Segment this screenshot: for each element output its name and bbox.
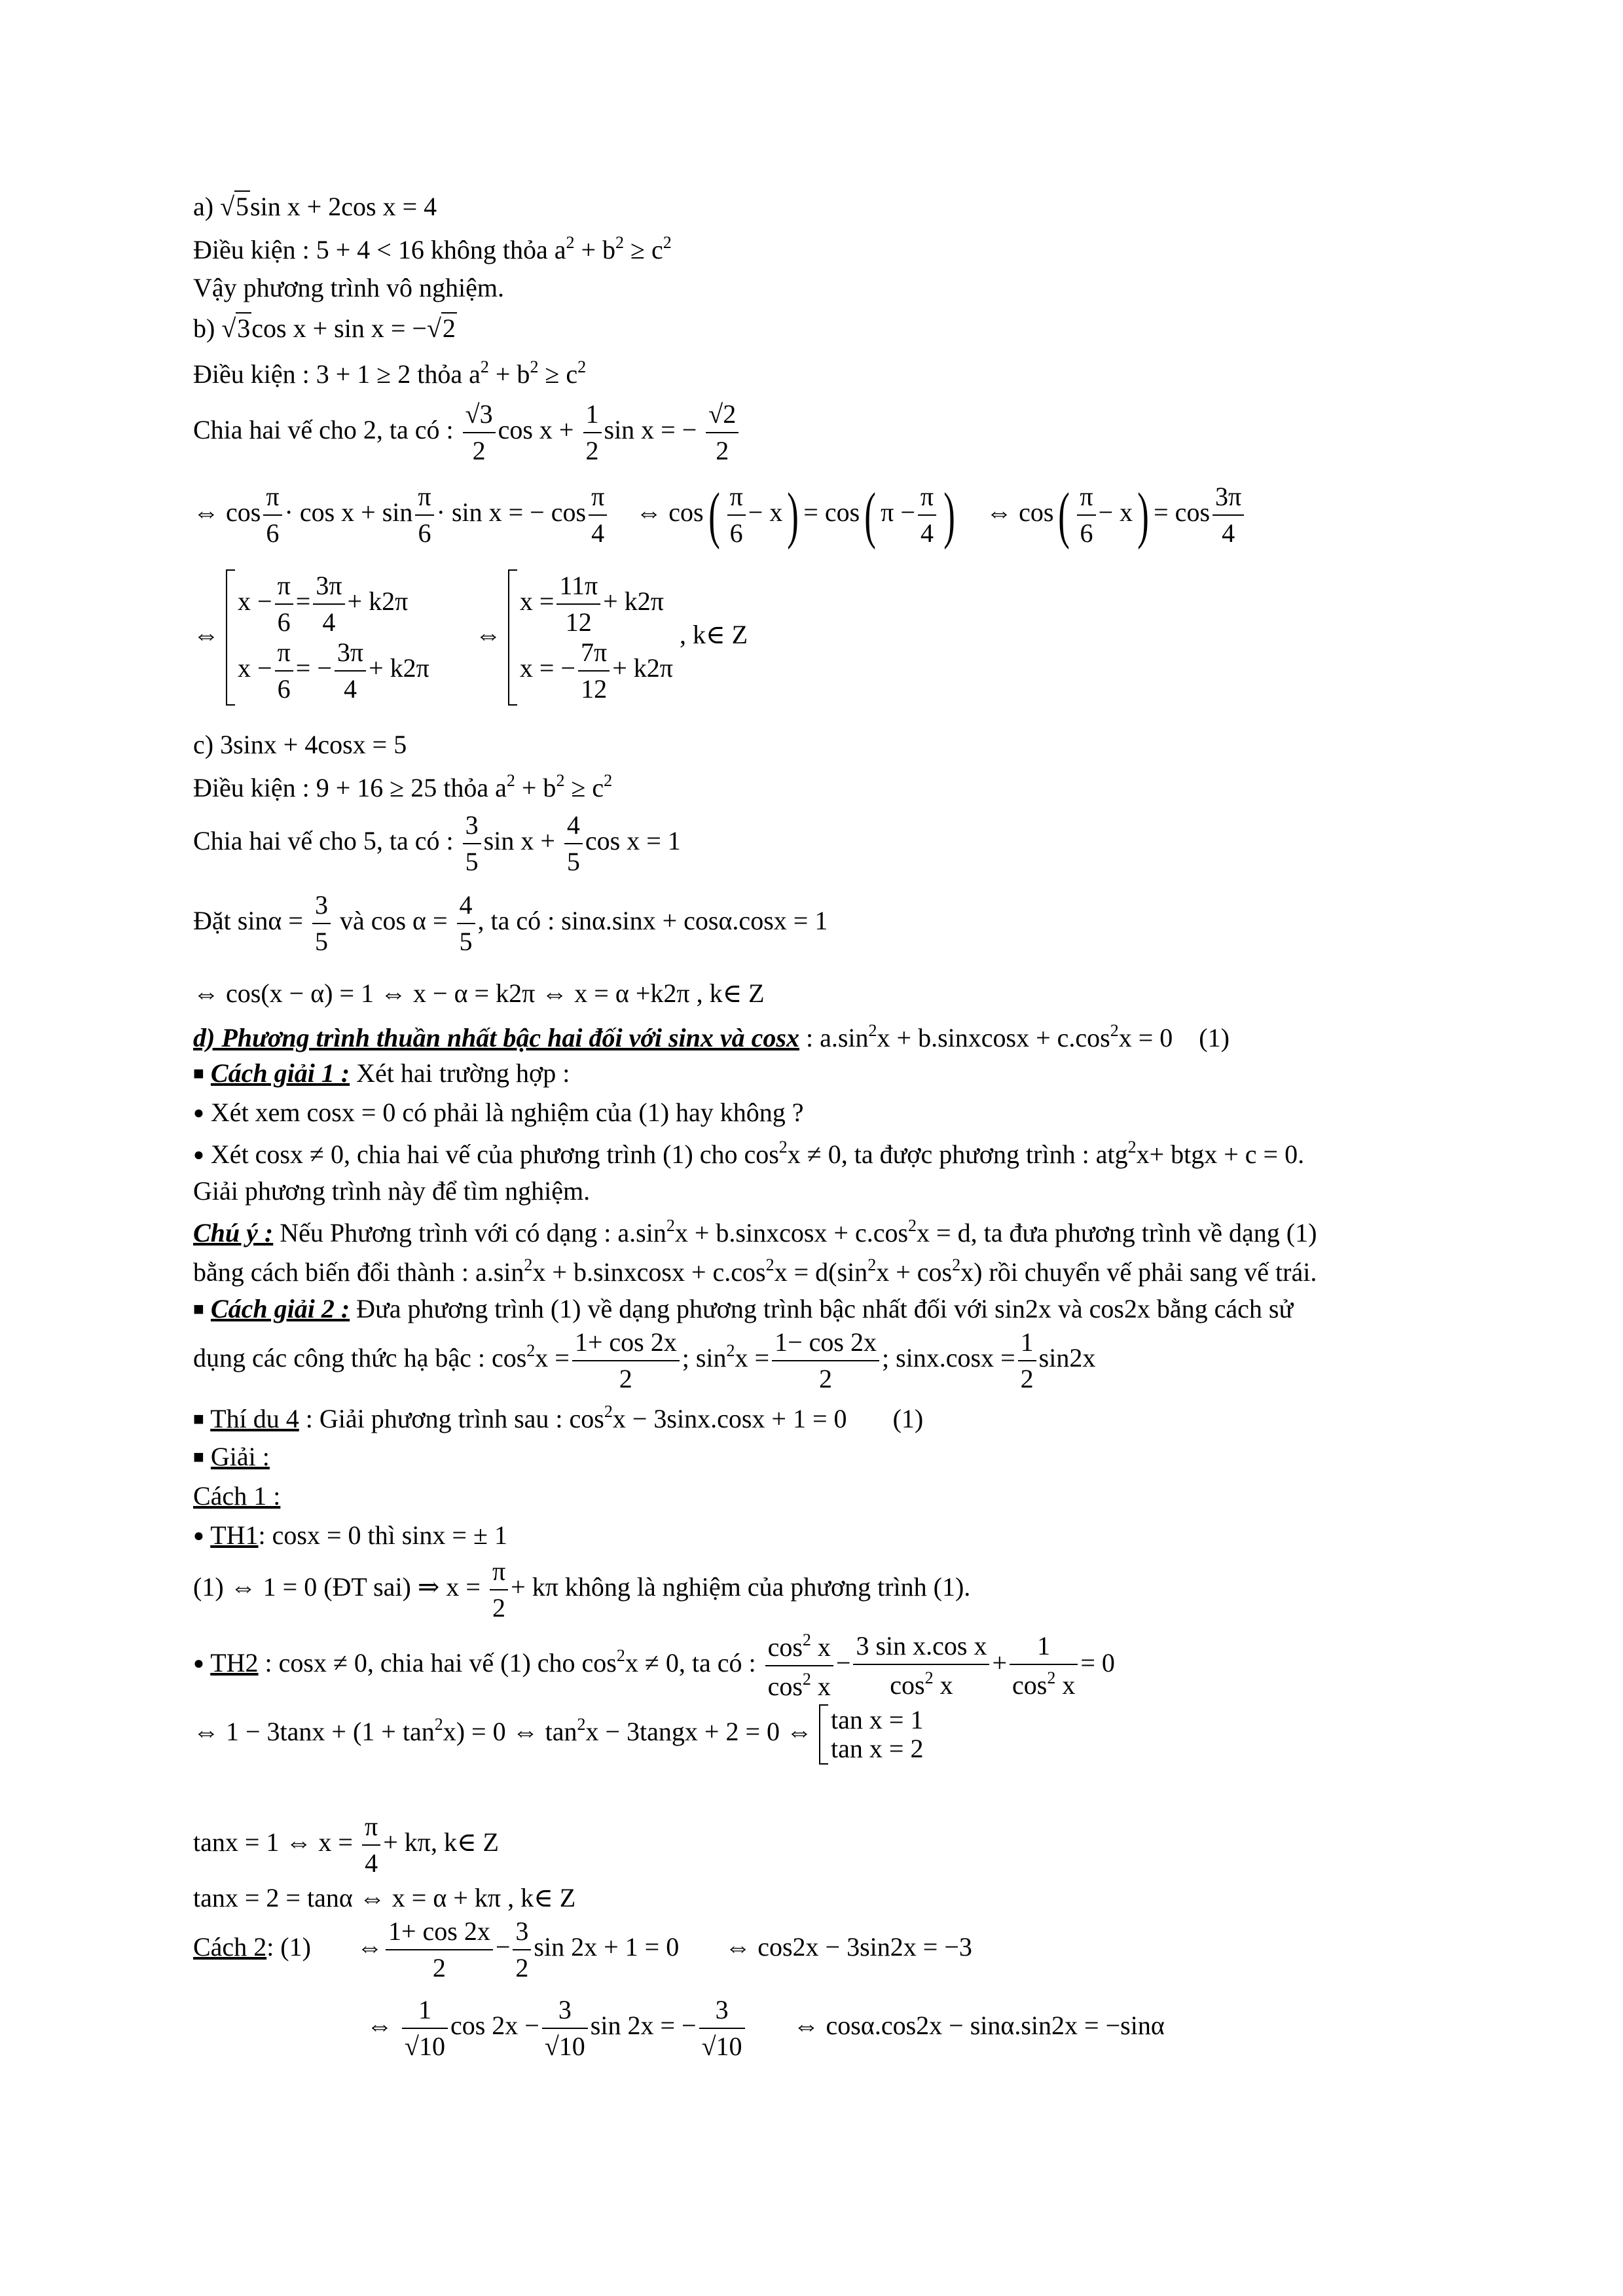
- case-1-line: ● TH1: cosx = 0 thì sinx = ± 1: [193, 1520, 507, 1550]
- way-2-line: Cách 2: (1) ⇔ $\frac{1+ \cos 2x}{2}$ − $\frac{3}{2}$ sin 2x + 1 = 0 ⇔ cos2x − 3sin2x = −3: [193, 1916, 972, 1982]
- note-label: Chú ý :: [193, 1218, 274, 1247]
- method-2-formulas: dụng các công thức hạ bậc : $\cos^2x$ = $\frac{1+ \cos 2x}{2}$ ; $\sin^2x$ = $\frac{1- \cos 2x}{2}$ ; sinx.cosx = $\frac{1}{2}$ sin2x: [193, 1327, 1096, 1393]
- method-2-text: Đưa phương trình (1) về dạng phương trình bậc nhất đối với sin2x và cos2x bằng cách sử: [356, 1294, 1294, 1323]
- part-c-and-text: và cos α =: [339, 906, 448, 936]
- part-a-equation: a) √5sin x + 2cos x = 4: [193, 192, 437, 221]
- part-a-condition: Điều kiện : 5 + 4 < 16 không thỏa $a^2 + b^2 \ge c^2$: [193, 233, 672, 264]
- part-b-condition: Điều kiện : 3 + 1 ≥ 2 thỏa $a^2 + b^2 \ge c^2$: [193, 357, 587, 389]
- tan-solution-2: tanx = 2 = tanα ⇔ x = α + kπ , k∈ Z: [193, 1883, 576, 1912]
- solution-label-line: ■ Giải :: [193, 1442, 270, 1471]
- case-1-text: : cosx = 0 thì sinx = ± 1: [258, 1520, 507, 1550]
- part-b-divide-text: Chia hai vế cho 2, ta có :: [193, 415, 454, 445]
- example-4-line: ■ Thí du 4 : Giải phương trình sau : $\cos^2x - 3\sin x.\cos x + 1 = 0$ (1): [193, 1402, 924, 1433]
- method-1-line: ■ Cách giải 1 : Xét hai trường hợp :: [193, 1058, 570, 1088]
- case-1-label: TH1: [210, 1520, 259, 1550]
- part-c-condition: Điều kiện : 9 + 16 ≥ 25 thỏa $a^2 + b^2 \ge c^2$: [193, 771, 613, 802]
- part-b-transform: ⇔ cos $\frac{\pi}{6}$ · cos x + sin $\frac{\pi}{6}$ · sin x = − cos $\frac{\pi}{4}$ ⇔ cos( $\frac{\pi}{6}$ − x) = cos( π − $\frac{\pi}{4}$ ) ⇔ cos( $\frac{\pi}{6}$ − x) = cos $\frac{3\pi}{4}$: [193, 483, 1247, 547]
- case-1-result-a: (1) ⇔ 1 = 0 (ĐT sai) ⇒ x =: [193, 1572, 481, 1602]
- tan-solution-1-b: + kπ, k∈ Z: [383, 1827, 499, 1857]
- part-c-set-text: Đặt sinα =: [193, 906, 303, 936]
- method-1-bullet-1: ● Xét xem cosx = 0 có phải là nghiệm của (1) hay không ?: [193, 1098, 804, 1127]
- part-c-substitute: Đặt sinα = $\frac{3}{5}$ và cos α = $\frac{4}{5}$ , ta có : sinα.sinx + cosα.cosx = 1: [193, 890, 828, 956]
- case-2-label: TH2: [210, 1648, 259, 1678]
- way-1-text: Cách 1 :: [193, 1481, 281, 1511]
- part-a-conclusion: Vậy phương trình vô nghiệm.: [193, 273, 504, 302]
- part-d-heading: d) Phương trình thuần nhất bậc hai đối với sinx và cosx : $a.\sin^2x$ + b.sinxcosx + $c.\cos^2x = 0$ (1): [193, 1021, 1230, 1052]
- tan-solution-1: tanx = 1 ⇔ x = $\frac{\pi}{4}$ + kπ, k∈ Z: [193, 1812, 499, 1878]
- example-4-label: Thí du 4: [210, 1404, 299, 1433]
- method-2-label: Cách giải 2 :: [210, 1294, 350, 1323]
- tan-solution-1-a: tanx = 1 ⇔ x =: [193, 1827, 353, 1857]
- case-2-line: ● TH2 : cosx ≠ 0, chia hai vế (1) cho $\cos^2x \ne 0$, ta có : $\frac{\cos^2 x}{\cos^2 x}$ − $\frac{\text{3 sin x.cos x}}{\cos^2 x}$ + $\frac{1}{\cos^2 x}$ = 0: [193, 1630, 1115, 1701]
- case-1-result-b: + kπ không là nghiệm của phương trình (1).: [511, 1572, 971, 1602]
- note-line-1: Chú ý : Nếu Phương trình với có dạng : $a.\sin^2x$ + b.sinxcosx + $c.\cos^2x = d$, ta đưa phương trình về dạng (1): [193, 1216, 1317, 1247]
- part-b-divide: Chia hai vế cho 2, ta có : $\frac{√3}{2}$ cos x + $\frac{1}{2}$ sin x = − $\frac{√2}{2}$: [193, 401, 741, 465]
- method-2-line: ■ Cách giải 2 : Đưa phương trình (1) về dạng phương trình bậc nhất đối với sin2x và cos2x bằng cách sử: [193, 1294, 1294, 1323]
- note-line-2: bằng cách biến đổi thành : $a.\sin^2x$ + b.sinxcosx + $c.\cos^2x = d(\sin^2x + \cos^2x)$ rồi chuyển vế phải sang vế trái.: [193, 1255, 1317, 1287]
- part-b-equation: b) √3cos x + sin x = −√2: [193, 314, 456, 343]
- bracket-system-1: x − $\frac{\pi}{6}$ = $\frac{3\pi}{4}$ + k2π x − $\frac{\pi}{6}$ = − $\frac{3\pi}{4}$ + k2π: [226, 569, 429, 706]
- solution-label: Giải :: [210, 1442, 270, 1471]
- bracket-system-2: x = $\frac{11\pi}{12}$ + k2π x = − $\frac{7\pi}{12}$ + k2π: [508, 569, 673, 706]
- method-2-formula-intro: dụng các công thức hạ bậc :: [193, 1343, 485, 1373]
- way-2-result: ⇔ $\frac{1}{√10}$ cos 2x − $\frac{3}{√10}$ sin 2x = − $\frac{3}{√10}$ ⇔ cosα.cos2x − sinα.sin2x = −sinα: [367, 1995, 1165, 2061]
- part-c-divide-text: Chia hai vế cho 5, ta có :: [193, 826, 454, 856]
- part-c-equation: c) 3sinx + 4cosx = 5: [193, 730, 407, 759]
- case-2-result: ⇔ $1 - 3\tan x + (1 + \tan^2x) = 0$ ⇔ $\tan^2x$ − 3tangx + 2 = 0 ⇔ tan x = 1 tan x = 2: [193, 1705, 924, 1763]
- way-1-label: [193, 1483, 280, 1509]
- method-1-bullet-2b: Giải phương trình này để tìm nghiệm.: [193, 1176, 591, 1206]
- method-1-label: Cách giải 1 :: [210, 1058, 350, 1088]
- method-1-bullet-1-text: Xét xem cosx = 0 có phải là nghiệm của (1) hay không ?: [210, 1098, 804, 1127]
- part-c-divide: Chia hai vế cho 5, ta có : $\frac{3}{5}$ sin x + $\frac{4}{5}$ cos x = 1: [193, 810, 681, 876]
- part-c-solution: ⇔ cos(x − α) = 1 ⇔ x − α = k2π ⇔ x = α +k2π , k∈ Z: [193, 978, 765, 1008]
- case-1-result: (1) ⇔ 1 = 0 (ĐT sai) ⇒ x = $\frac{\pi}{2}$ + kπ không là nghiệm của phương trình (1).: [193, 1556, 971, 1623]
- part-c-tacó: , ta có : sinα.sinx + cosα.cosx = 1: [477, 906, 828, 936]
- method-1-bullet-2: ● Xét cosx ≠ 0, chia hai vế của phương trình (1) cho $\cos^2x \ne 0$, ta được phương trình : atg$^2$x+ btgx + c = 0.: [193, 1138, 1305, 1169]
- part-b-solutions: ⇔ x − $\frac{\pi}{6}$ = $\frac{3\pi}{4}$ + k2π x − $\frac{\pi}{6}$ = − $\frac{3\pi}{4}$ + k2π ⇔ x = $\frac{11\pi}{12}$ + k2π x = − $\frac{7\pi}{12}$ + k2π , k∈ Z: [193, 569, 748, 706]
- part-d-title: d) Phương trình thuần nhất bậc hai đối với sinx và cosx: [193, 1023, 799, 1052]
- way-2-label: Cách 2: [193, 1932, 267, 1962]
- bracket-tan-system: tan x = 1 tan x = 2: [819, 1704, 923, 1765]
- way-2-rest: : (1): [266, 1932, 311, 1962]
- method-1-text: Xét hai trường hợp :: [356, 1058, 570, 1088]
